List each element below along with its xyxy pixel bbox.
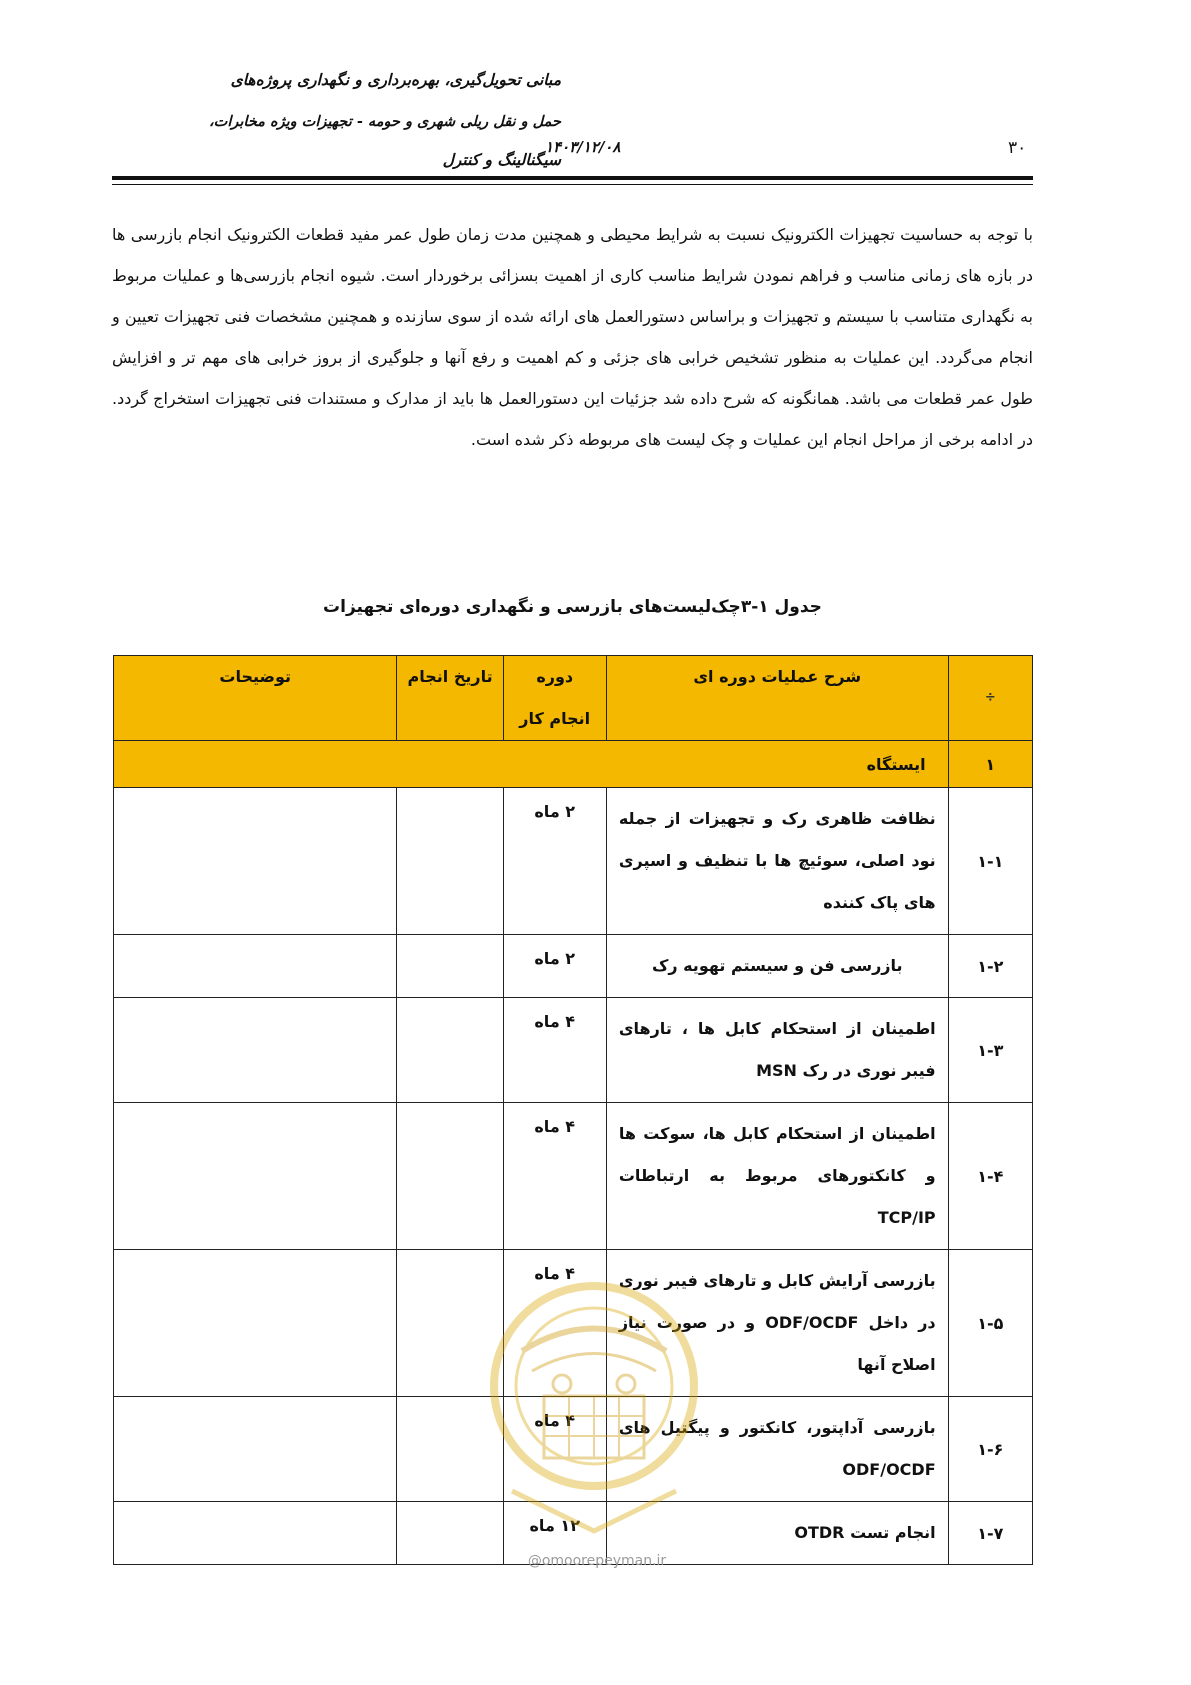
row-date [397,1397,503,1502]
row-period: ۴ ماه [503,998,606,1103]
row-notes [114,1250,397,1397]
row-number: ۱-۳ [948,998,1032,1103]
header-rule-thick [112,176,1033,180]
header-date-col: تاریخ انجام [397,656,503,741]
row-date [397,788,503,935]
header-notes: توضیحات [114,656,397,741]
row-period: ۴ ماه [503,1397,606,1502]
header-date: ۱۴۰۳/۱۲/۰۸ [545,138,621,156]
row-description: اطمینان از استحکام کابل ها، سوکت ها و کانکتورهای مربوط به ارتباطات TCP/IP [606,1103,948,1250]
watermark-site: @omoorepeyman.ir [527,1553,667,1569]
table-row [114,935,1033,998]
row-notes [114,935,397,998]
table-row [114,788,1033,935]
section-title: ایستگاه [114,741,949,788]
row-period: ۴ ماه [503,1103,606,1250]
header-title-line-1: مبانی تحویل‌گیری، بهره‌برداری و نگهداری پروژه‌های [230,70,561,89]
row-number: ۱-۱ [948,788,1032,935]
row-description: بازرسی فن و سیستم تهویه رک [606,935,948,998]
header-rule-thin [112,184,1033,185]
row-number: ۱-۶ [948,1397,1032,1502]
table-row [114,1250,1033,1397]
table-row [114,1397,1033,1502]
maintenance-checklist-table [113,655,1033,1565]
row-number: ۱-۲ [948,935,1032,998]
header-title-line-3: سیگنالینگ و کنترل [442,150,561,169]
table-row [114,998,1033,1103]
row-description: بازرسی آرایش کابل و تارهای فیبر نوری در داخل ODF/OCDF و در صورت نیاز اصلاح آنها [606,1250,948,1397]
header-period: دوره انجام کار [503,656,606,741]
row-date [397,998,503,1103]
row-period: ۴ ماه [503,1250,606,1397]
row-notes [114,788,397,935]
table-header-row [114,656,1033,741]
row-notes [114,1502,397,1565]
row-number: ۱-۴ [948,1103,1032,1250]
row-notes [114,1397,397,1502]
row-period: ۱۲ ماه [503,1502,606,1565]
section-number: ۱ [948,741,1032,788]
row-notes [114,1103,397,1250]
table-row [114,1103,1033,1250]
row-date [397,1103,503,1250]
header-description: شرح عملیات دوره ای [606,656,948,741]
body-paragraph: با توجه به حساسیت تجهیزات الکترونیک نسبت به شرایط محیطی و همچنین مدت زمان طول عمر مفید قطعات الکترونیک انجام بازرسی ها در بازه های زمانی مناسب و فراهم نمودن شرایط مناسب کاری از اهمیت بسزائی برخوردار است. شیوه انجام بازرسی‌ها و عملیات مربوط به نگهداری متناسب با سیستم و تجهیزات و براساس دستورالعمل های ارائه شده از سوی سازنده و همچنین مشخصات فنی تجهیزات تعیین و انجام می‌گردد. این عملیات به منظور تشخیص خرابی های جزئی و کم اهمیت و رفع آنها و جلوگیری از بروز خرابی های مهم تر و افزایش طول عمر قطعات می باشد. همانگونه که شرح داده شد جزئیات این دستورالعمل ها باید از مدارک و مستندات فنی تجهیزات استخراج گردد. در ادامه برخی از مراحل انجام این عملیات و چک لیست های مربوطه ذکر شده است. [112,225,1033,449]
row-number: ۱-۷ [948,1502,1032,1565]
row-period: ۲ ماه [503,788,606,935]
row-notes [114,998,397,1103]
row-date [397,935,503,998]
header-title-line-2: حمل و نقل ریلی شهری و حومه - تجهیزات ویژه مخابرات، [209,113,561,130]
row-description: بازرسی آداپتور، کانکتور و پیگتیل های ODF/OCDF [606,1397,948,1502]
row-date [397,1502,503,1565]
row-description: نظافت ظاهری رک و تجهیزات از جمله نود اصلی، سوئیچ ها با تنظیف و اسپری های پاک کننده [606,788,948,935]
row-period: ۲ ماه [503,935,606,998]
table-caption: جدول ‎۳-۱‎چک‌لیست‌های بازرسی و نگهداری دوره‌ای تجهیزات [323,597,822,617]
row-description: اطمینان از استحکام کابل ها ، تارهای فیبر نوری در رک MSN [606,998,948,1103]
row-date [397,1250,503,1397]
row-number: ۱-۵ [948,1250,1032,1397]
header-number: ÷ [948,656,1032,741]
row-description: انجام تست OTDR [606,1502,948,1565]
section-row-station [114,741,1033,788]
page-number: ۳۰ [1008,138,1027,158]
